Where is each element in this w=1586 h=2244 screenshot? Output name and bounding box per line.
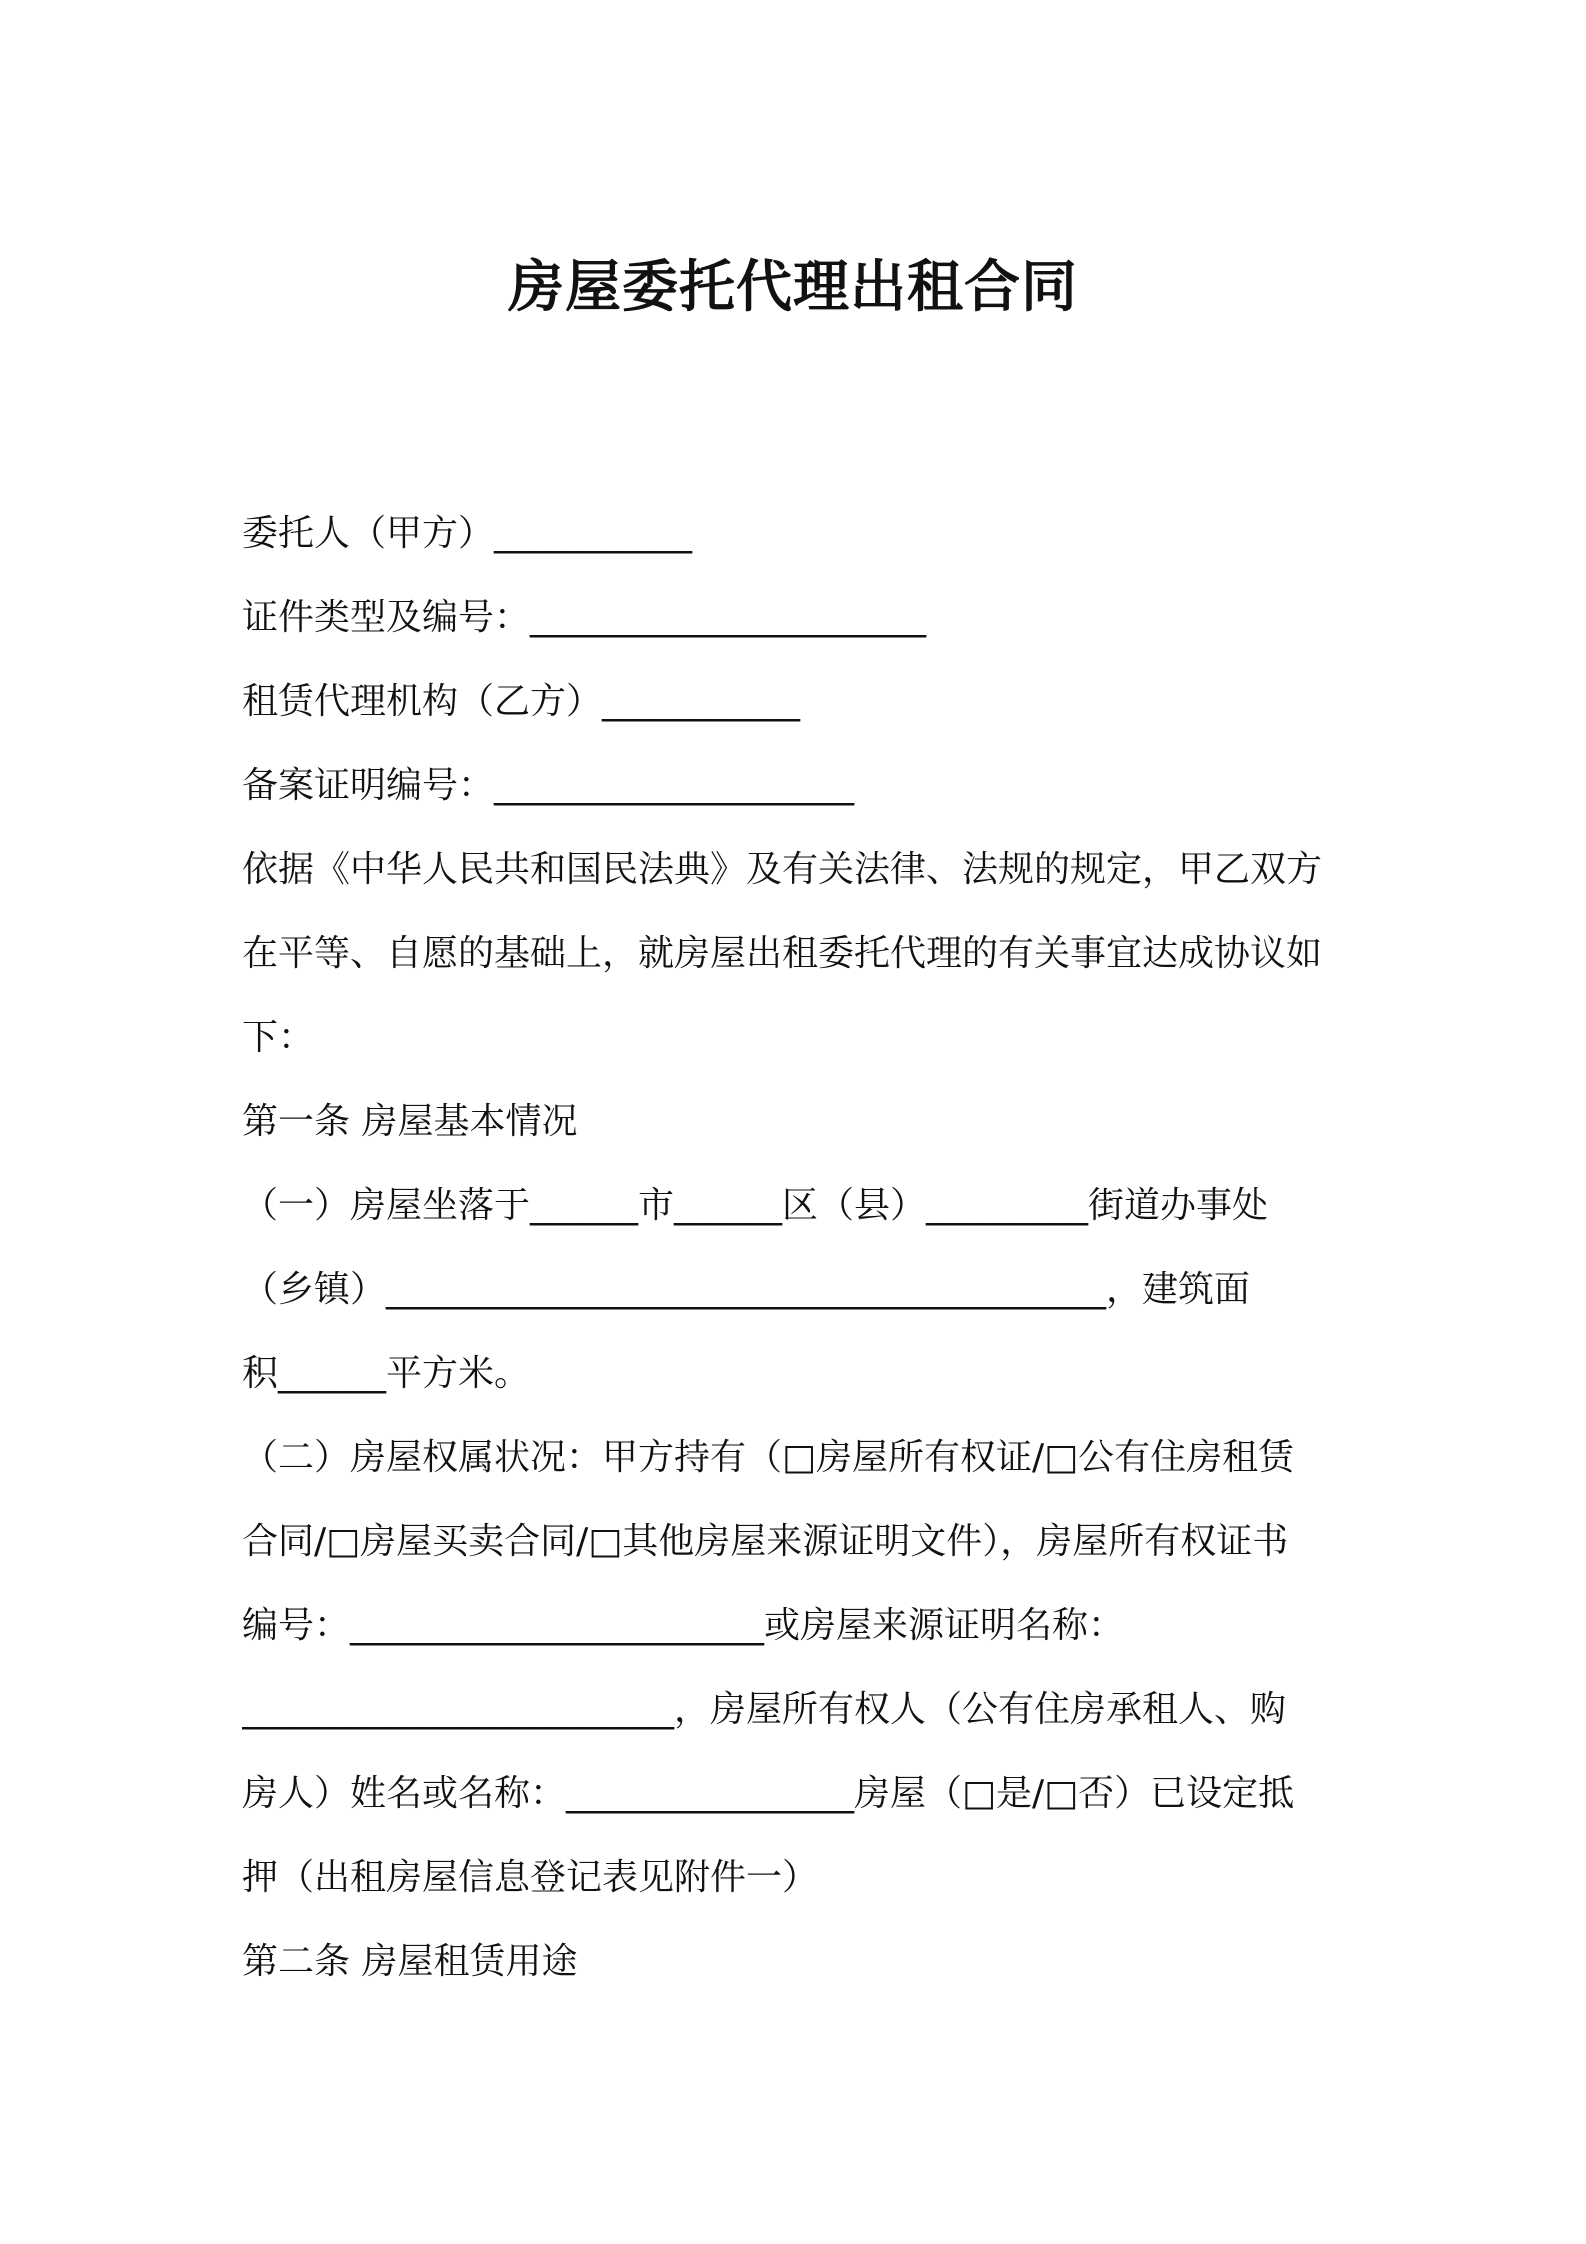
preamble-line-2: 在平等、自愿的基础上，就房屋出租委托代理的有关事宜达成协议如	[242, 933, 1323, 974]
clause-1-1-line-2: （乡镇）________________________________________，建筑面	[242, 1269, 1251, 1310]
preamble-line-3: 下：	[242, 1017, 315, 1058]
clause-1-2-line-2: 合同/□房屋买卖合同/□其他房屋来源证明文件），房屋所有权证书	[242, 1521, 1289, 1562]
preamble-line-1: 依据《中华人民共和国民法典》及有关法律、法规的规定，甲乙双方	[242, 849, 1323, 890]
clause-1-2-line-3: 编号：_______________________或房屋来源证明名称：	[242, 1605, 1125, 1646]
clause-1-2-line-6: 押（出租房屋信息登记表见附件一）	[242, 1857, 819, 1898]
id-type-number-line: 证件类型及编号：______________________	[242, 597, 927, 638]
clause-1-2-line-5: 房人）姓名或名称：________________房屋（□是/□否）已设定抵	[242, 1773, 1295, 1814]
article-1-heading: 第一条 房屋基本情况	[242, 1101, 578, 1142]
clause-1-2-line-1: （二）房屋权属状况：甲方持有（□房屋所有权证/□公有住房租赁	[242, 1437, 1295, 1478]
contract-body	[242, 492, 1362, 2004]
article-2-heading: 第二条 房屋租赁用途	[242, 1941, 578, 1982]
document-title: 房屋委托代理出租合同	[508, 255, 1078, 320]
principal-party-a-line: 委托人（甲方）___________	[242, 513, 693, 554]
clause-1-2-line-4: ________________________，房屋所有权人（公有住房承租人、购	[242, 1689, 1287, 1730]
clause-1-1-line-1: （一）房屋坐落于______市______区（县）_________街道办事处	[242, 1185, 1269, 1226]
clause-1-1-line-3: 积______平方米。	[242, 1353, 531, 1394]
agency-party-b-line: 租赁代理机构（乙方）___________	[242, 681, 801, 722]
filing-number-line: 备案证明编号：____________________	[242, 765, 855, 806]
